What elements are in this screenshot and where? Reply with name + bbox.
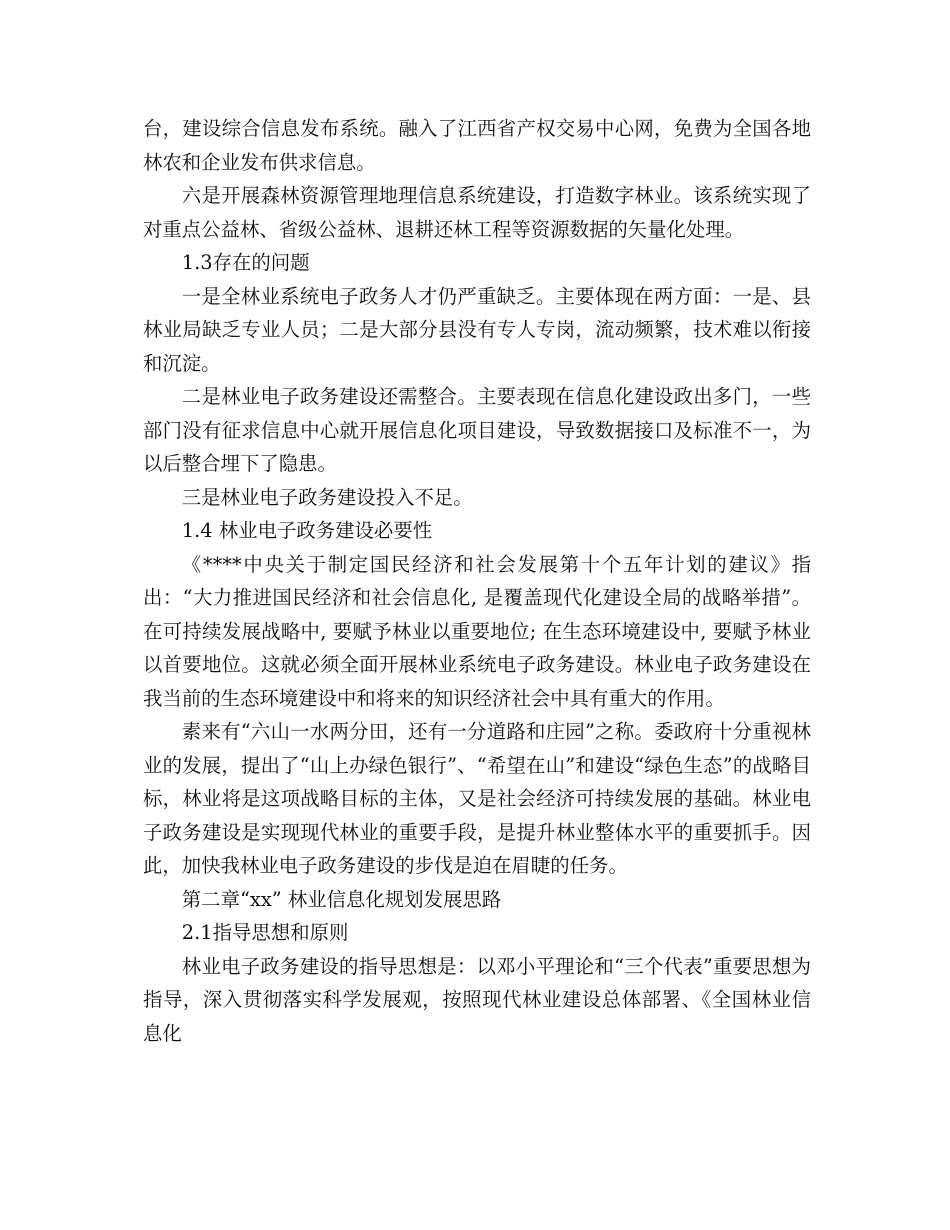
section-heading: 2.1指导思想和原则 xyxy=(181,921,349,944)
paragraph: 林业电子政务建设的指导思想是：以邓小平理论和“三个代表”重要思想为指导，深入贯彻落实科学发展观，按照现代林业建设总体部署、《全国林业信息化 xyxy=(143,954,811,1045)
paragraph: 三是林业电子政务建设投入不足。 xyxy=(181,485,473,509)
section-heading: 1.3存在的问题 xyxy=(181,251,310,274)
paragraph: 《****中央关于制定国民经济和社会发展第十个五年计划的建议》指出：“大力推进国民经济和社会信息化, 是覆盖现代化建设全局的战略举措”。在可持续发展战略中, 要赋予林业以重要地位; 在生态环境建设中, 要赋予林业以首要地位。这就必须全面开展林业系统电子政务建设。林业电子政务建设在我当前的生态环境建设中和将来的知识经济社会中具有重大的作用。 xyxy=(143,552,811,710)
paragraph: 素来有“六山一水两分田，还有一分道路和庄园”之称。委政府十分重视林业的发展，提出了“山上办绿色银行”、“希望在山”和建设“绿色生态”的战略目标，林业将是这项战略目标的主体，又是社会经济可持续发展的基础。林业电子政务建设是实现现代林业的重要手段，是提升林业整体水平的重要抓手。因此，加快我林业电子政务建设的步伐是迫在眉睫的任务。 xyxy=(143,720,811,877)
document-body xyxy=(143,112,811,1050)
chapter-heading: 第二章“xx” 林业信息化规划发展思路 xyxy=(181,887,502,911)
paragraph: 一是全林业系统电子政务人才仍严重缺乏。主要体现在两方面：一是、县林业局缺乏专业人员；二是大部分县没有专人专岗，流动频繁，技术难以衔接和沉淀。 xyxy=(143,284,811,375)
paragraph: 六是开展森林资源管理地理信息系统建设，打造数字林业。该系统实现了对重点公益林、省级公益林、退耕还林工程等资源数据的矢量化处理。 xyxy=(143,184,811,241)
section-heading: 1.4 林业电子政务建设必要性 xyxy=(181,519,433,542)
paragraph: 台，建设综合信息发布系统。融入了江西省产权交易中心网，免费为全国各地林农和企业发布供求信息。 xyxy=(143,117,811,174)
paragraph: 二是林业电子政务建设还需整合。主要表现在信息化建设政出多门，一些部门没有征求信息中心就开展信息化项目建设，导致数据接口及标准不一，为以后整合埋下了隐患。 xyxy=(143,385,811,475)
